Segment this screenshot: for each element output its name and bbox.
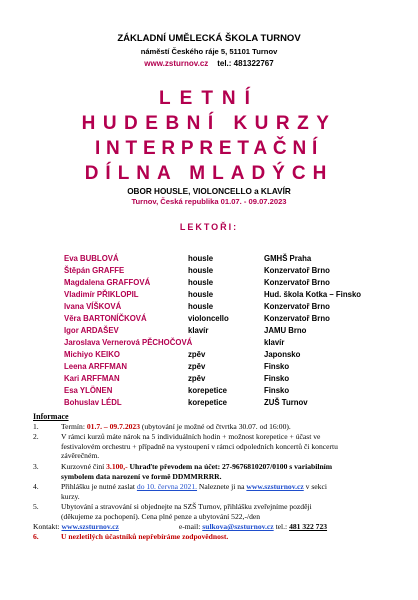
lecturer-name: Kari ARFFMAN xyxy=(64,374,120,383)
school-phone: tel.: 481322767 xyxy=(217,59,274,68)
lecturer-name: Leena ARFFMAN xyxy=(64,362,127,371)
lecturers-heading: LEKTOŘI: xyxy=(179,222,239,232)
info-tel-number: 481 322 723 xyxy=(289,522,328,531)
lecturer-name: Ivana VÍŠKOVÁ xyxy=(64,302,122,311)
lecturer-instrument: zpěv xyxy=(188,374,206,383)
info-email-label: e-mail: xyxy=(178,522,203,531)
title-line-4: DÍLNA MLADÝCH xyxy=(84,163,334,184)
lecturer-row xyxy=(0,386,418,398)
info-term-date: 01.7. – 09.7.2023 xyxy=(86,422,140,431)
info-number: 4. xyxy=(33,482,39,491)
lecturer-row xyxy=(0,290,418,302)
info-number: 1. xyxy=(33,422,39,431)
info-item-lessons xyxy=(33,432,373,461)
info-application-text: Naleznete ji na xyxy=(197,482,247,491)
lecturer-organization: Hud. škola Kotka – Finsko xyxy=(264,290,362,299)
info-number: 3. xyxy=(33,462,39,471)
info-text-line: festivalovém orchestru + případně na vystoupení v rámci odpoledních koncertů či koncertu xyxy=(61,441,338,451)
lecturer-name: Bohuslav LÉDL xyxy=(64,398,122,407)
lecturer-instrument: violoncello xyxy=(188,314,229,323)
info-contact-website-link[interactable]: www.szsturnov.cz xyxy=(61,522,119,531)
lecturer-organization: JAMU Brno xyxy=(264,326,307,335)
lecturer-name: Magdalena GRAFFOVÁ xyxy=(64,278,151,287)
info-number: 6. xyxy=(33,532,39,541)
lecturer-name: Esa YLÖNEN xyxy=(64,386,113,395)
lecturer-name: Štěpán GRAFFE xyxy=(64,266,125,275)
info-term-note: (ubytování je možné od čtvrtka 30.07. od 16:00). xyxy=(140,422,291,431)
info-item-term xyxy=(33,422,373,432)
title-line-3: INTERPRETAČNÍ xyxy=(94,138,324,159)
info-fee-price: 3.100,- xyxy=(106,462,128,471)
info-tel-label: tel.: xyxy=(273,522,290,531)
lecturer-organization: ZUŠ Turnov xyxy=(264,398,308,407)
school-name: ZÁKLADNÍ UMĚLECKÁ ŠKOLA TURNOV xyxy=(117,33,301,44)
lecturer-row xyxy=(0,338,418,350)
info-application-text: Přihlášku je nutné zaslat xyxy=(61,482,137,491)
lecturer-instrument: zpěv xyxy=(188,350,206,359)
lecturer-organization: Konzervatoř Brno xyxy=(264,278,330,287)
info-contact-label: Kontakt: xyxy=(33,522,62,531)
lecturer-instrument: housle xyxy=(188,302,214,311)
info-text-line: V rámci kurzů máte nárok na 5 individuálních hodin + možnost korepetice + účast ve xyxy=(61,432,321,441)
info-application-text: kurzy. xyxy=(61,491,80,501)
info-fee-label: Kurzovné činí xyxy=(61,462,107,471)
title-line-1: LETNÍ xyxy=(159,88,259,109)
info-fee-account: Uhraďte převodem na účet: 27-9676810207/0100 s variabilním xyxy=(127,462,333,471)
lecturer-row xyxy=(0,398,418,410)
lecturer-name: Vladimír PŘIKLOPIL xyxy=(64,290,139,299)
lecturer-instrument: housle xyxy=(188,278,214,287)
lecturer-row xyxy=(0,362,418,374)
lecturer-row xyxy=(0,278,418,290)
lecturer-row xyxy=(0,314,418,326)
lecturer-row xyxy=(0,254,418,266)
lecturer-organization: klavír xyxy=(264,338,285,347)
lecturer-name: Eva BUBLOVÁ xyxy=(64,254,119,263)
lecturer-row xyxy=(0,266,418,278)
lecturer-row xyxy=(0,326,418,338)
school-address: náměstí Českého ráje 5, 51101 Turnov xyxy=(140,47,278,56)
info-email-link[interactable]: sulkova@szsturnov.cz xyxy=(202,522,274,531)
lecturer-organization: Konzervatoř Brno xyxy=(264,266,330,275)
info-item-accommodation xyxy=(33,502,373,521)
info-application-deadline: do 10. června 2021. xyxy=(136,482,198,491)
lecturer-organization: Japonsko xyxy=(264,350,301,359)
lecturer-row xyxy=(0,350,418,362)
lecturer-instrument: housle xyxy=(188,266,214,275)
lecturer-instrument: zpěv xyxy=(188,362,206,371)
lecturer-instrument: housle xyxy=(188,290,214,299)
course-fields: OBOR HOUSLE, VIOLONCELLO a KLAVÍR xyxy=(127,187,291,196)
lecturer-row xyxy=(0,302,418,314)
lecturer-organization: Finsko xyxy=(264,362,290,371)
lecturer-name: Věra BARTONÍČKOVÁ xyxy=(64,314,147,323)
lecturer-row xyxy=(0,374,418,386)
info-heading: Informace xyxy=(33,412,69,421)
lecturer-organization: Konzervatoř Brno xyxy=(264,314,330,323)
lecturer-instrument: korepetice xyxy=(188,386,228,395)
info-fee-symbol: symbolem data narození ve formě DDMMRRRR. xyxy=(61,471,222,481)
info-text-line: závěrečném. xyxy=(61,451,100,461)
lecturer-organization: GMHŠ Praha xyxy=(264,254,312,263)
info-item-responsibility xyxy=(33,532,373,542)
info-item-fee xyxy=(33,462,373,481)
lecturer-instrument: housle xyxy=(188,254,214,263)
lecturer-organization: Finsko xyxy=(264,374,290,383)
info-item-application xyxy=(33,482,373,501)
info-term-label: Termín: xyxy=(61,422,87,431)
info-application-website-link[interactable]: www.szsturnov.cz xyxy=(246,482,304,491)
lecturer-name: Michiyo KEIKO xyxy=(64,350,120,359)
info-application-text: v sekci xyxy=(303,482,327,491)
info-text-line: Ubytování a stravování si objednejte na SZŠ Turnov, přihlášku zveřejníme později xyxy=(61,502,312,511)
info-responsibility-text: U nezletilých účastníků nepřebíráme zodpovědnost. xyxy=(61,532,229,541)
school-website-link[interactable]: www.zsturnov.cz xyxy=(144,59,209,68)
info-contact-line xyxy=(33,522,373,532)
course-place-date: Turnov, Česká republika 01.07. - 09.07.2023 xyxy=(131,197,287,206)
lecturer-name: Igor ARDAŠEV xyxy=(64,326,119,335)
lecturer-instrument: korepetice xyxy=(188,398,228,407)
lecturer-name: Jaroslava Vernerová PĚCHOČOVÁ xyxy=(64,338,193,347)
info-text-line: (děkujeme za pochopení). Cena plné penze a ubytování 522,-/den xyxy=(61,511,261,521)
lecturer-organization: Konzervatoř Brno xyxy=(264,302,330,311)
info-number: 5. xyxy=(33,502,39,511)
lecturer-instrument: klavír xyxy=(188,326,209,335)
info-number: 2. xyxy=(33,432,39,441)
title-line-2: HUDEBNÍ KURZY xyxy=(81,113,337,134)
lecturer-organization: Finsko xyxy=(264,386,290,395)
school-contact xyxy=(0,59,418,68)
